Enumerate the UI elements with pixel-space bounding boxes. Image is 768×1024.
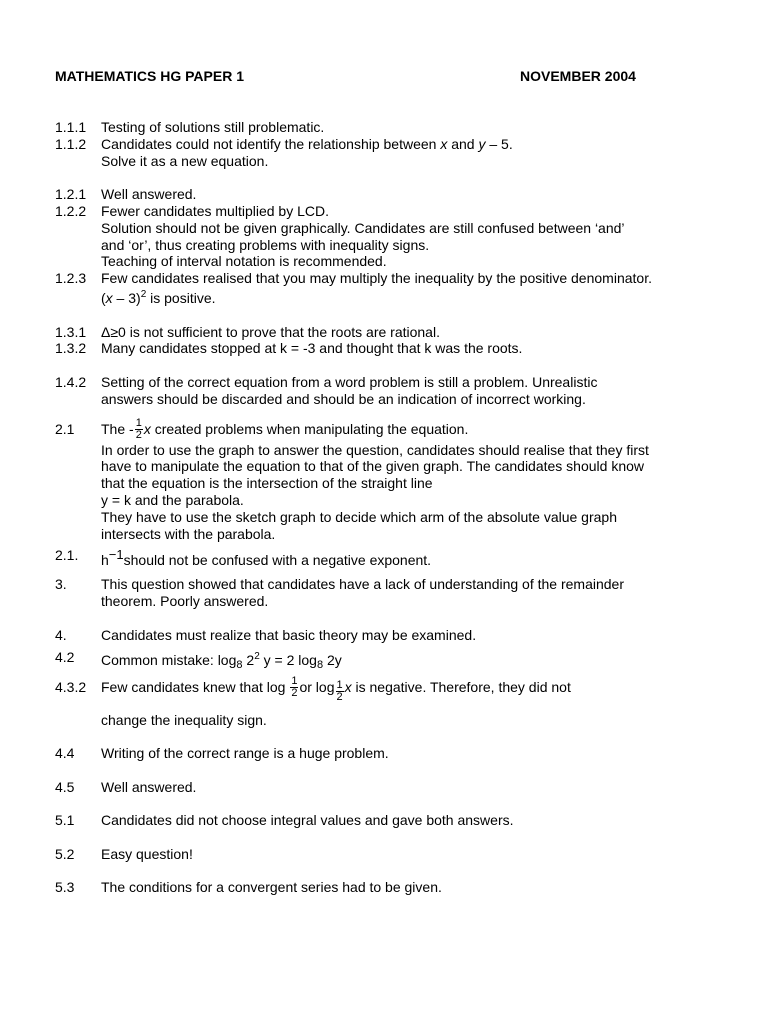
item-number: 1.2.3	[55, 270, 87, 287]
item-1-3-2	[55, 340, 725, 357]
item-number: 1.1.2	[55, 135, 87, 152]
paper-date: NOVEMBER 2004	[520, 68, 636, 84]
fraction-one-half: $\frac{1}{2}$	[135, 417, 142, 442]
item-1-4-2	[55, 374, 725, 408]
item-4-5	[55, 779, 725, 796]
item-3	[55, 576, 725, 610]
item-number: 1.2.2	[55, 202, 87, 219]
item-number: 1.1.1	[55, 119, 87, 135]
item-4-2	[55, 644, 725, 670]
item-text: intersects with the parabola.	[101, 525, 276, 542]
item-text: change the inequality sign.	[101, 711, 267, 728]
item-1-2-2	[55, 203, 725, 270]
item-number: 4.5	[55, 778, 75, 795]
item-number: 1.3.2	[55, 340, 87, 357]
item-1-1-1	[55, 119, 725, 136]
item-text: Few candidates knew that log $\frac{1}{2}$ or log $\frac{1}{2}$ x is negative. Therefore, they did not	[101, 675, 571, 703]
item-number: 1.4.2	[55, 373, 87, 390]
item-1-2-3	[55, 270, 725, 307]
fraction-one-half: $\frac{1}{2}$	[291, 675, 298, 700]
item-text: have to manipulate the equation to that of the given graph. The candidates should know	[101, 458, 645, 475]
item-text: This question showed that candidates have a lack of understanding of the remainder	[101, 576, 624, 593]
item-text: that the equation is the intersection of the straight line	[101, 475, 433, 492]
item-number: 5.2	[55, 845, 75, 862]
report-body	[55, 119, 725, 896]
item-text: Candidates did not choose integral values and gave both answers.	[101, 812, 514, 829]
paper-title: MATHEMATICS HG PAPER 1	[55, 68, 245, 84]
item-4	[55, 627, 725, 644]
item-text: Fewer candidates multiplied by LCD.	[101, 202, 329, 219]
item-number: 5.3	[55, 879, 75, 896]
item-4-3-2	[55, 670, 725, 729]
item-number: 4.	[55, 626, 67, 643]
page-header	[55, 68, 648, 85]
item-text: Easy question!	[101, 845, 193, 862]
item-number: 5.1	[55, 812, 75, 829]
item-5-3	[55, 879, 725, 896]
item-text: Solution should not be given graphically. Candidates are still confused between ‘and’	[101, 219, 625, 236]
item-text: In order to use the graph to answer the question, candidates should realise that they first	[101, 441, 649, 458]
item-text: Solve it as a new equation.	[101, 152, 269, 169]
item-1-3-1	[55, 324, 725, 341]
item-number: 4.4	[55, 745, 75, 762]
item-text: h−1should not be confused with a negative exponent.	[101, 547, 432, 569]
item-2-1-note	[55, 542, 725, 568]
item-text: Many candidates stopped at k = -3 and thought that k was the roots.	[101, 340, 523, 357]
item-text: answers should be discarded and should be an indication of incorrect working.	[101, 390, 586, 407]
item-text: Well answered.	[101, 186, 197, 203]
item-text: The - $\frac{1}{2}$ x created problems when manipulating the equation.	[101, 417, 469, 442]
item-text: Well answered.	[101, 778, 197, 795]
item-text: Common mistake: $\log_8 2^2$ y = 2 $\log_8 2y$	[101, 650, 342, 671]
item-text: and ‘or’, thus creating problems with inequality signs.	[101, 236, 430, 253]
item-number: 1.2.1	[55, 186, 87, 203]
item-text: (x – 3)$^2$ is positive.	[101, 288, 216, 306]
item-text: Candidates could not identify the relationship between x and y – 5.	[101, 135, 513, 152]
item-text: Setting of the correct equation from a word problem is still a problem. Unrealistic	[101, 373, 598, 390]
item-number: 4.2	[55, 648, 75, 665]
item-number: 3.	[55, 576, 67, 593]
item-text: Testing of solutions still problematic.	[101, 119, 325, 135]
item-text: Teaching of interval notation is recommended.	[101, 253, 387, 270]
item-4-4	[55, 745, 725, 762]
item-text: Writing of the correct range is a huge problem.	[101, 745, 389, 762]
item-text: They have to use the sketch graph to decide which arm of the absolute value graph	[101, 508, 617, 525]
item-text: Candidates must realize that basic theory may be examined.	[101, 626, 477, 643]
item-2-1	[55, 416, 725, 543]
item-number: 2.1	[55, 420, 75, 437]
item-1-2-1	[55, 186, 725, 203]
item-text: y = k and the parabola.	[101, 491, 244, 508]
item-5-2	[55, 846, 725, 863]
item-text: theorem. Poorly answered.	[101, 593, 269, 610]
item-text: The conditions for a convergent series had to be given.	[101, 879, 442, 896]
item-number: 2.1.	[55, 547, 79, 564]
fraction-one-half-base: $\frac{1}{2}$	[336, 678, 343, 703]
item-number: 1.3.1	[55, 323, 87, 340]
item-1-1-2	[55, 136, 725, 170]
item-text: Few candidates realised that you may multiply the inequality by the positive denominator.	[101, 270, 652, 287]
item-5-1	[55, 812, 725, 829]
item-text: Δ≥0 is not sufficient to prove that the roots are rational.	[101, 323, 440, 340]
item-number: 4.3.2	[55, 678, 87, 695]
